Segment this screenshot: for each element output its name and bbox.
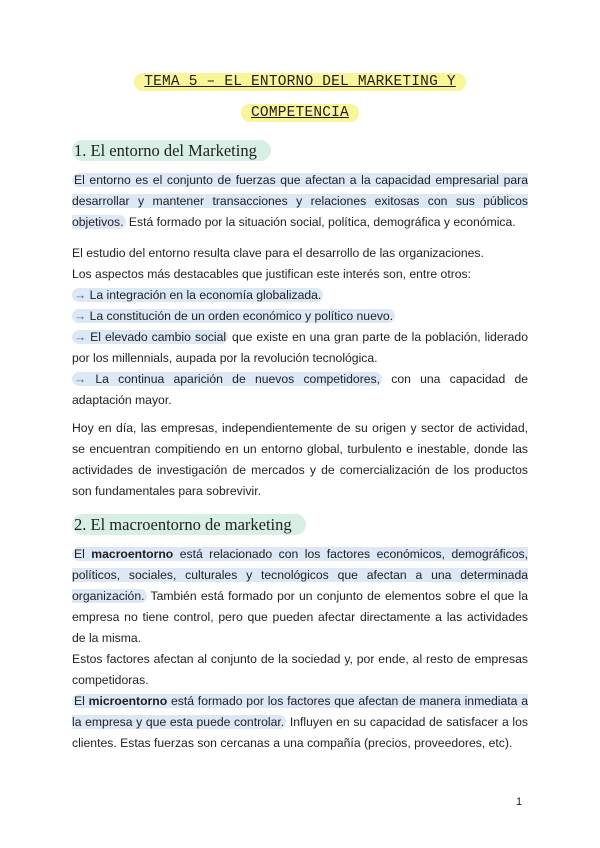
paragraph-line: El estudio del entorno resulta clave para el desarrollo de las organizaciones. [72,246,484,260]
bullet-item: → El elevado cambio social que existe en una gran parte de la población, liderado por los millennials, aupada por la revolución tecnológica. [72,330,528,365]
bullet-item: → La integración en la economía globalizada. [74,288,322,302]
section-1-paragraph-3: Hoy en día, las empresas, independientemente de su origen y sector de actividad, se encuentran compitiendo en un entorno global, turbulento e inestable, donde las actividades de investigación de mercados y de comercialización de los productos son fundamentales para sobrevivir. [72,421,528,498]
section-1-paragraph-1 [72,170,528,233]
arrow-icon: → [74,330,87,344]
bullet-item: → La constitución de un orden económico y político nuevo. [74,309,394,323]
title-line-1: TEMA 5 – EL ENTORNO DEL MARKETING Y [134,73,466,91]
highlighted-text: El entorno es el conjunto de fuerzas que afectan a la capacidad empresarial para desarrollar y mantener transacciones y relaciones exitosas con sus públicos objetivos. [72,173,528,229]
paragraph-line: Estos factores afectan al conjunto de la sociedad y, por ende, al resto de empresas competidoras. [72,652,528,687]
bold-term: microentorno [88,694,168,708]
section-2-paragraph-1: El macroentorno está relacionado con los factores económicos, demográficos, políticos, sociales, culturales y tecnológicos que afectan a una determinada organización. También está formado por un conjunto de elementos sobre el que la empresa no tiene control, pero que pueden afectar directamente a las actividades de la misma. Estos factores afectan al conjunto de la sociedad y, por ende, al resto de empresas competidoras. El microentorno está formado por los factores que afectan de manera inmediata a la empresa y que esta puede controlar. Influyen en su capacidad de satisfacer a los clientes. Estas fuerzas son cercanas a una compañía (precios, proveedores, etc). [72,547,528,750]
section-2-heading: 2. El macroentorno de marketing [72,514,306,536]
arrow-icon: → [74,309,87,323]
bold-term: macroentorno [91,547,174,561]
section-1-paragraph-2 [72,243,528,411]
arrow-icon: → [74,372,87,386]
section-1-heading: 1. El entorno del Marketing [72,140,271,162]
paragraph-line: Los aspectos más destacables que justifican este interés son, entre otros: [72,267,472,281]
bullet-item: → La continua aparición de nuevos competidores, con una capacidad de adaptación mayor. [72,372,529,407]
paragraph-text: Está formado por la situación social, política, demográfica y económica. [125,215,516,229]
arrow-icon: → [74,288,87,302]
page-number: 1 [516,796,523,808]
title-line-2: COMPETENCIA [241,104,359,122]
